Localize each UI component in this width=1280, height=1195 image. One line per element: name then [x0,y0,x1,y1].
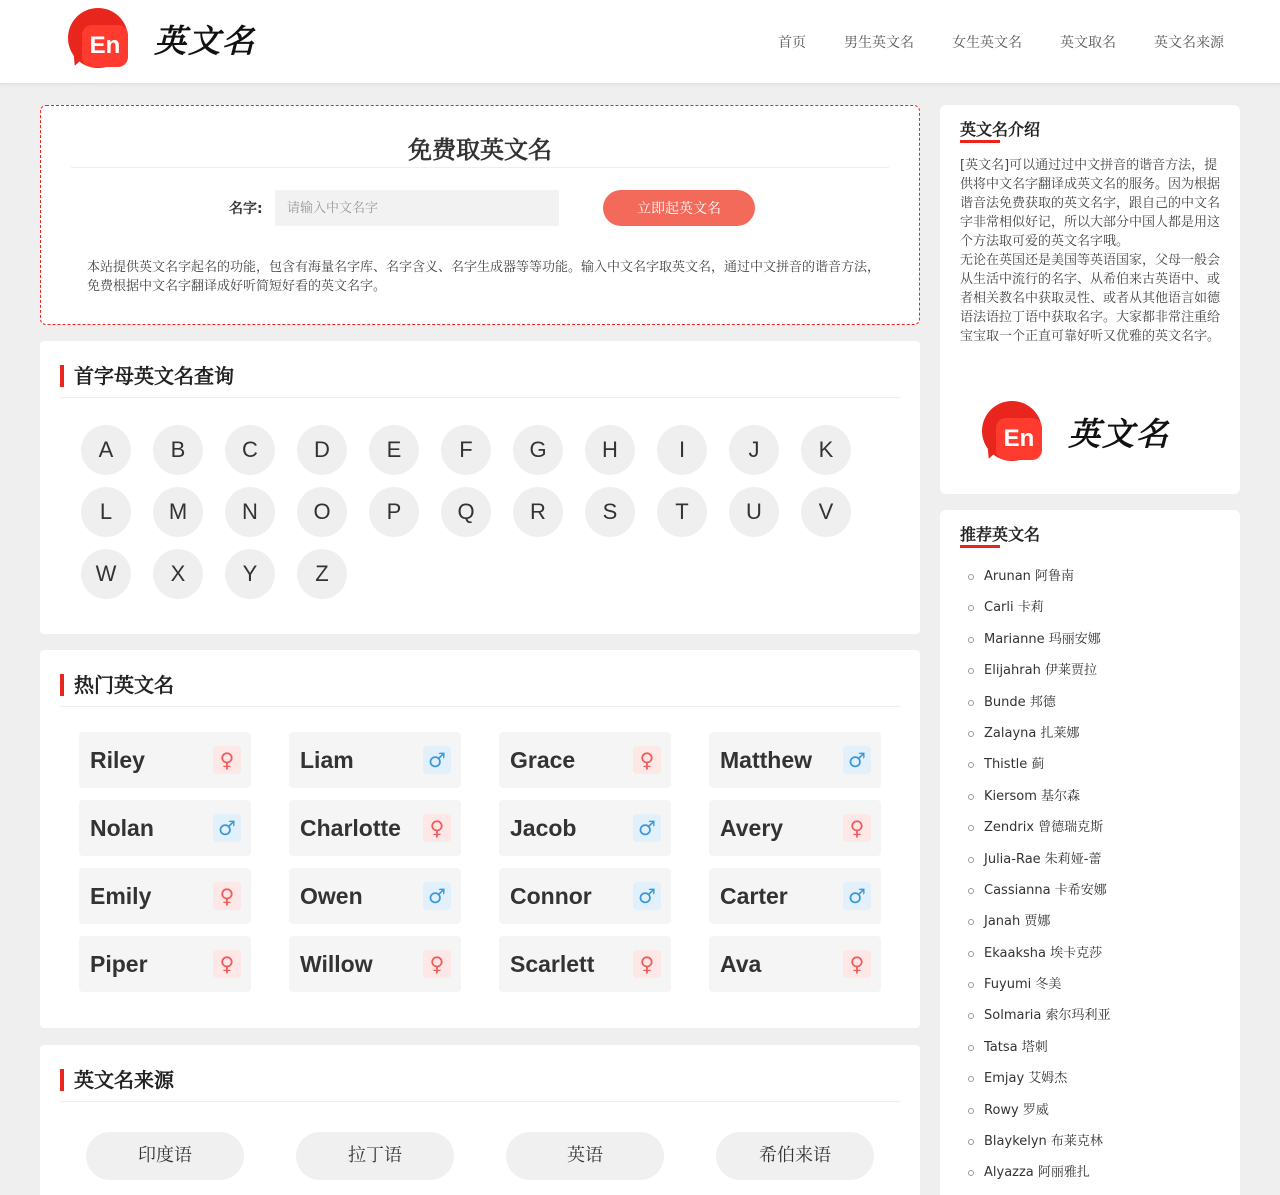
name-text: Liam [300,747,354,773]
section-title: 首字母英文名查询 [60,365,234,387]
letter-link-c[interactable]: C [225,425,275,475]
name-text: Piper [90,951,148,977]
name-tile[interactable] [499,800,671,856]
name-tile[interactable] [709,800,881,856]
divider [60,397,900,398]
name-generator-panel [40,105,920,325]
recommended-name-link[interactable]: Solmaria 索尔玛利亚 [968,1005,1111,1036]
title-underline [960,545,1000,548]
name-text: Ava [720,951,762,977]
name-text: Carter [720,883,788,909]
recommended-name-link[interactable]: Elijahrah 伊莱贾拉 [968,660,1111,691]
recommended-name-link[interactable]: Fuyumi 冬美 [968,974,1111,1005]
recommended-name-link[interactable]: Emjay 艾姆杰 [968,1068,1111,1099]
male-icon: ♂ [843,746,871,774]
recommended-name-link[interactable]: Ekaaksha 埃卡克莎 [968,943,1111,974]
logo-text: 英文名 [154,22,257,60]
letter-link-z[interactable]: Z [297,549,347,599]
letter-link-h[interactable]: H [585,425,635,475]
name-text: Jacob [510,815,577,841]
origin-pill[interactable]: 拉丁语 [296,1132,454,1180]
letter-link-j[interactable]: J [729,425,779,475]
recommended-name-link[interactable]: Bunde 邦德 [968,692,1111,723]
female-icon: ♀ [423,814,451,842]
recommended-name-link[interactable]: Blaykelyn 布莱克林 [968,1131,1111,1162]
origin-pill[interactable]: 英语 [506,1132,664,1180]
female-icon: ♀ [423,950,451,978]
female-icon: ♀ [633,950,661,978]
recommended-name-link[interactable]: Kiersom 基尔森 [968,786,1111,817]
female-icon: ♀ [213,950,241,978]
name-tile[interactable] [79,936,251,992]
section-title: 热门英文名 [60,674,174,696]
recommended-name-link[interactable]: Thistle 蓟 [968,754,1111,785]
letter-link-f[interactable]: F [441,425,491,475]
intro-paragraph: 无论在英国还是美国等英语国家，父母一般会从生活中流行的名字、从希伯来古英语中、或者相关教名中获取灵性、或者从其他语言如德语法语拉丁语中获取名字。大家都非常注重给宝宝取一个正直可靠好听又优雅的英文名字。 [960,253,1221,344]
recommended-name-link[interactable]: Tatsa 塔刺 [968,1037,1111,1068]
name-text: Connor [510,883,592,909]
intro-paragraph: [英文名]可以通过过中文拼音的谐音方法，提供将中文名字翻译成英文名的服务。因为根据谐音法免费获取的英文名字，跟自己的中文名字非常相似好记，所以大部分中国人都是用这个方法取可爱的英文名字哦。 [960,158,1221,249]
site-header [0,0,1280,84]
letter-link-w[interactable]: W [81,549,131,599]
recommended-list [968,566,1111,1194]
generator-title: 免费取英文名 [408,136,552,164]
letter-link-m[interactable]: M [153,487,203,537]
letter-link-g[interactable]: G [513,425,563,475]
divider [71,167,889,168]
male-icon: ♂ [423,882,451,910]
male-icon: ♂ [633,814,661,842]
recommended-name-link[interactable]: Zalayna 扎莱娜 [968,723,1111,754]
letter-link-v[interactable]: V [801,487,851,537]
divider [60,1101,900,1102]
name-tile[interactable] [79,868,251,924]
name-field-label: 名字: [229,201,263,217]
intro-text [960,156,1222,346]
origin-pill[interactable]: 希伯来语 [716,1132,874,1180]
logo-text: 英文名 [1068,415,1171,453]
name-text: Scarlett [510,951,595,977]
name-tile[interactable] [289,868,461,924]
letter-link-p[interactable]: P [369,487,419,537]
title-underline [960,140,1000,143]
letter-link-r[interactable]: R [513,487,563,537]
male-icon: ♂ [633,882,661,910]
intro-panel [940,105,1240,494]
letter-link-t[interactable]: T [657,487,707,537]
name-tile[interactable] [499,868,671,924]
recommended-name-link[interactable]: Rowy 罗威 [968,1100,1111,1131]
side-title: 推荐英文名 [960,525,1041,544]
name-origins-panel [40,1045,920,1195]
letter-link-e[interactable]: E [369,425,419,475]
name-text: Emily [90,883,152,909]
female-icon: ♀ [633,746,661,774]
female-icon: ♀ [213,746,241,774]
name-tile[interactable] [79,732,251,788]
main-nav [740,0,1224,84]
name-text: Riley [90,747,145,773]
letter-link-q[interactable]: Q [441,487,491,537]
recommended-name-link[interactable]: Julia-Rae 朱莉娅-蕾 [968,849,1111,880]
letter-link-k[interactable]: K [801,425,851,475]
chinese-name-input[interactable] [275,190,559,226]
nav-item-boy-names[interactable]: 男生英文名 [844,35,914,51]
name-tile[interactable] [709,868,881,924]
recommended-name-link[interactable]: Alyazza 阿丽雅扎 [968,1162,1111,1193]
letter-link-n[interactable]: N [225,487,275,537]
nav-item-origins[interactable]: 英文名来源 [1154,35,1224,51]
section-title: 英文名来源 [60,1069,174,1091]
letter-link-d[interactable]: D [297,425,347,475]
popular-names-panel [40,650,920,1028]
letter-link-a[interactable]: A [81,425,131,475]
recommended-name-link[interactable]: Marianne 玛丽安娜 [968,629,1111,660]
name-tile[interactable] [709,936,881,992]
letter-link-i[interactable]: I [657,425,707,475]
recommended-name-link[interactable]: Zendrix 曾德瑞克斯 [968,817,1111,848]
nav-item-naming[interactable]: 英文取名 [1060,35,1116,51]
name-tile[interactable] [709,732,881,788]
intro-logo [980,401,1200,463]
male-icon: ♂ [213,814,241,842]
logo-icon [980,401,1042,463]
recommended-name-link[interactable]: Arunan 阿鲁南 [968,566,1111,597]
generate-name-button[interactable]: 立即起英文名 [603,190,755,226]
initial-letter-panel [40,341,920,634]
letter-link-u[interactable]: U [729,487,779,537]
letter-link-x[interactable]: X [153,549,203,599]
logo-icon [66,8,128,70]
letter-link-b[interactable]: B [153,425,203,475]
generator-description: 本站提供英文名字起名的功能，包含有海量名字库、名字含义、名字生成器等等功能。输入中文名字取英文名，通过中文拼音的谐音方法，免费根据中文名字翻译成好听简短好看的英文名字。 [87,260,881,294]
recommended-name-link[interactable]: Janah 贾娜 [968,911,1111,942]
male-icon: ♂ [423,746,451,774]
name-tile[interactable] [499,732,671,788]
origin-pill[interactable]: 印度语 [86,1132,244,1180]
letter-link-y[interactable]: Y [225,549,275,599]
name-tile[interactable] [499,936,671,992]
name-tile[interactable] [289,936,461,992]
letter-link-s[interactable]: S [585,487,635,537]
logo-badge: En [996,418,1042,460]
female-icon: ♀ [213,882,241,910]
divider [60,706,900,707]
side-title: 英文名介绍 [960,120,1041,139]
male-icon: ♂ [843,882,871,910]
nav-item-home[interactable]: 首页 [778,35,806,51]
name-text: Avery [720,815,784,841]
name-text: Charlotte [300,815,401,841]
female-icon: ♀ [843,814,871,842]
letter-link-l[interactable]: L [81,487,131,537]
letter-link-o[interactable]: O [297,487,347,537]
name-text: Nolan [90,815,154,841]
name-text: Owen [300,883,363,909]
name-tile[interactable] [289,732,461,788]
logo-badge: En [82,25,128,67]
recommended-name-link[interactable]: Carli 卡莉 [968,597,1111,628]
name-text: Grace [510,747,576,773]
female-icon: ♀ [843,950,871,978]
name-text: Matthew [720,747,812,773]
recommended-panel [940,510,1240,1195]
nav-item-girl-names[interactable]: 女生英文名 [952,35,1022,51]
name-tile[interactable] [289,800,461,856]
site-logo[interactable] [66,8,276,70]
recommended-name-link[interactable]: Cassianna 卡希安娜 [968,880,1111,911]
name-tile[interactable] [79,800,251,856]
name-text: Willow [300,951,373,977]
